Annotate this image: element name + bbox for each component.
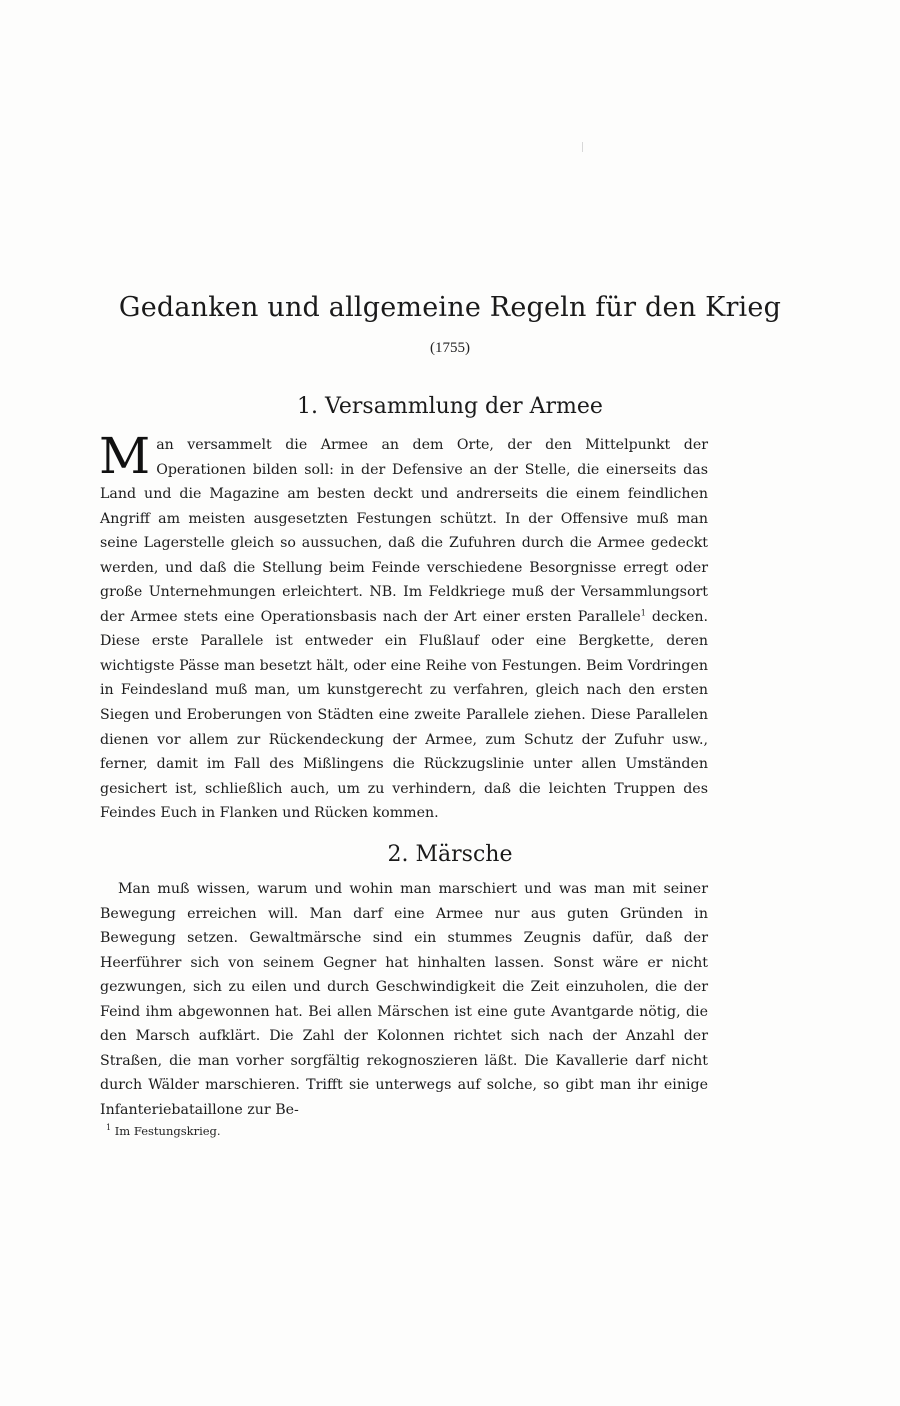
text-run: an versammelt die Armee an dem Orte, der den Mittelpunkt der Operationen bilden soll: in der Defensive an der Stelle, die einerseits das Land und die Magazine am besten deckt und andrerseits die einem feindlichen Angriff am meisten ausgesetzten Festungen schützt. In der Offensive muß man seine Lagerstelle gleich so aussuchen, daß die Zufuhren durch die Armee gedeckt werden, und daß die Stellung beim Feinde verschiedene Besorgnisse erregt oder große Unternehmungen erleichtert. NB. Im Feldkriege muß der Versammlungsort der Armee stets eine Operationsbasis nach der Art einer ersten Parallele (100, 437, 708, 625)
footnote (106, 1124, 221, 1138)
footnote-mark: 1 (106, 1123, 112, 1133)
text-run: decken. Diese erste Parallele ist entweder ein Flußlauf oder eine Bergkette, deren wichtigste Pässe man besetzt hält, oder eine Reihe von Festungen. Beim Vordringen in Feindesland muß man, um kunstgerecht zu verfahren, gleich nach den ersten Siegen und Eroberungen von Städten eine zweite Parallele ziehen. Diese Parallelen dienen vor allem zur Rückendeckung der Armee, zum Schutz der Zufuhr usw., ferner, damit im Fall des Mißlingens die Rückzugslinie unter allen Umständen gesichert ist, schließlich auch, um zu verhindern, daß die leichten Truppen des Feindes Euch in Flanken und Rücken kommen. (100, 608, 708, 822)
drop-cap: M (99, 427, 151, 485)
section-body-assembly (99, 427, 708, 826)
section-heading-assembly: 1. Versammlung der Armee (297, 394, 603, 419)
paragraph: Man muß wissen, warum und wohin man marschiert und was man mit seiner Bewegung erreichen will. Man darf eine Armee nur aus guten Gründen in Bewegung setzen. Gewaltmärsche sind ein stummes Zeugnis dafür, daß der Heerführer sich von seinem Gegner hat hinhalten lassen. Sonst wäre er nicht gezwungen, sich zu eilen und durch Geschwindigkeit die Zeit einzuholen, die der Feind ihm abgewonnen hat. Bei allen Märschen ist eine gute Avantgarde nötig, die den Marsch aufklärt. Die Zahl der Kolonnen richtet sich nach der Anzahl der Straßen, die man vorher sorgfältig rekognoszieren läßt. Die Kavallerie darf nicht durch Wälder marschieren. Trifft sie unterwegs auf solche, so gibt man ihr einige Infanteriebataillone zur Be- (100, 881, 708, 1118)
footnote-text: Im Festungskrieg. (111, 1124, 221, 1138)
page-mark (582, 142, 583, 152)
footnote-reference: 1 (640, 608, 646, 618)
paragraph (99, 427, 708, 826)
title-year: (1755) (430, 340, 470, 356)
page-title: Gedanken und allgemeine Regeln für den Krieg (118, 292, 782, 323)
section-heading-marches: 2. Märsche (387, 842, 513, 867)
section-body-marches (100, 877, 708, 1122)
